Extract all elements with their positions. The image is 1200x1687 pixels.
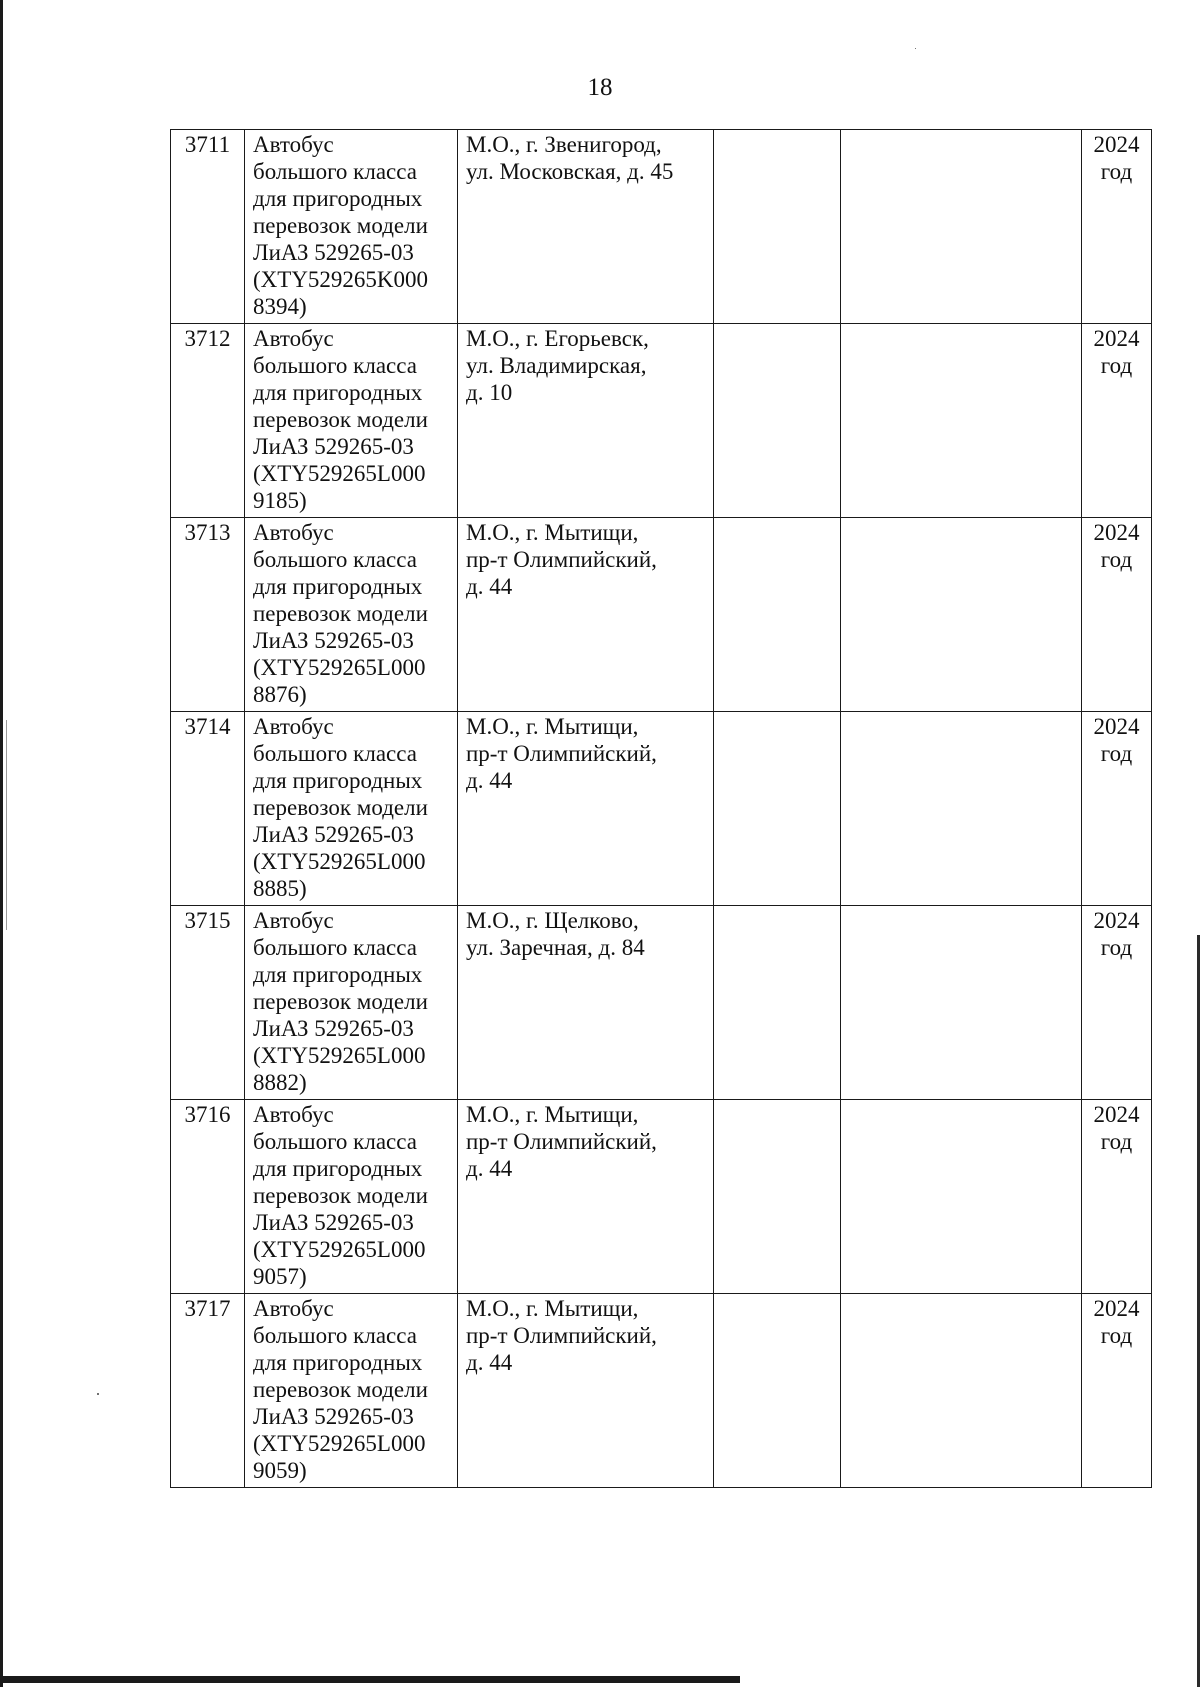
year-line: год [1100,1323,1133,1348]
address-line: ул. Заречная, д. 84 [466,935,645,960]
address-line: ул. Московская, д. 45 [466,159,674,184]
vehicle-description-line: ЛиАЗ 529265-03 [253,822,414,847]
vehicle-description-line: Автобус [253,908,334,933]
empty-column-4-cell [714,1294,841,1488]
vehicle-description-line: 8882) [253,1070,307,1095]
vehicle-description-line: для пригородных [253,1350,423,1375]
vehicle-description-line: 8394) [253,294,307,319]
vehicle-description-line: перевозок модели [253,407,428,432]
vehicle-description-line: ЛиАЗ 529265-03 [253,240,414,265]
vehicle-description-line: (XTY529265L000 [253,849,426,874]
vehicle-description-line: 9059) [253,1458,307,1483]
vehicle-description-line: большого класса [253,353,417,378]
vehicle-description-line: перевозок модели [253,1377,428,1402]
address-line: М.О., г. Мытищи, [466,520,639,545]
vehicle-description-cell [245,518,458,712]
vehicle-description-line: (XTY529265L000 [253,1043,426,1068]
year-line: год [1100,547,1133,572]
vehicle-description-line: ЛиАЗ 529265-03 [253,1404,414,1429]
address-line: д. 10 [466,380,513,405]
vehicle-description-line: 8876) [253,682,307,707]
vehicle-description-line: Автобус [253,1102,334,1127]
empty-column-5-cell [841,712,1082,906]
year-cell [1082,324,1152,518]
address-line: пр-т Олимпийский, [466,1323,657,1348]
empty-column-5-cell [841,906,1082,1100]
address-cell [458,518,714,712]
address-cell [458,906,714,1100]
address-line: М.О., г. Звенигород, [466,132,662,157]
table-row [171,518,1152,712]
vehicle-description-line: большого класса [253,935,417,960]
address-cell [458,1294,714,1488]
address-line: пр-т Олимпийский, [466,741,657,766]
vehicle-description-cell [245,1100,458,1294]
address-line: д. 44 [466,1350,513,1375]
vehicle-description-line: большого класса [253,547,417,572]
empty-column-4-cell [714,906,841,1100]
page-number: 18 [587,74,613,101]
vehicle-description-line: Автобус [253,1296,334,1321]
empty-column-4-cell [714,518,841,712]
empty-column-4-cell [714,324,841,518]
vehicle-description-line: перевозок модели [253,213,428,238]
empty-column-4-cell [714,1100,841,1294]
vehicle-description-line: большого класса [253,741,417,766]
empty-column-5-cell [841,1100,1082,1294]
year-cell [1082,712,1152,906]
address-line: ул. Владимирская, [466,353,647,378]
vehicle-description-cell [245,324,458,518]
table-row [171,1294,1152,1488]
year-line: год [1100,159,1133,184]
year-cell [1082,130,1152,324]
vehicle-description-line: для пригородных [253,768,423,793]
row-number-cell: 3711 [171,130,245,324]
vehicle-description-line: перевозок модели [253,601,428,626]
scan-speck [97,1393,99,1395]
vehicle-description-line: перевозок модели [253,1183,428,1208]
address-line: д. 44 [466,1156,513,1181]
registry-table [170,129,1152,1488]
year-cell [1082,518,1152,712]
year-line: год [1100,1129,1133,1154]
vehicle-description-line: для пригородных [253,186,423,211]
year-line: 2024 [1093,326,1140,351]
registry-table-body [171,130,1152,1488]
vehicle-description-line: (XTY529265L000 [253,1431,426,1456]
address-cell [458,1100,714,1294]
vehicle-description-line: ЛиАЗ 529265-03 [253,434,414,459]
vehicle-description-line: перевозок модели [253,795,428,820]
year-line: 2024 [1093,714,1140,739]
vehicle-description-line: 9057) [253,1264,307,1289]
row-number-cell: 3717 [171,1294,245,1488]
vehicle-description-line: для пригородных [253,962,423,987]
empty-column-5-cell [841,324,1082,518]
address-line: М.О., г. Мытищи, [466,714,639,739]
year-cell [1082,1100,1152,1294]
vehicle-description-line: для пригородных [253,380,423,405]
address-line: д. 44 [466,574,513,599]
year-line: 2024 [1093,132,1140,157]
empty-column-5-cell [841,1294,1082,1488]
row-number-cell: 3712 [171,324,245,518]
scan-edge-left-faint [6,720,7,930]
row-number-cell: 3715 [171,906,245,1100]
address-line: М.О., г. Мытищи, [466,1102,639,1127]
year-line: 2024 [1093,520,1140,545]
address-cell [458,130,714,324]
vehicle-description-line: Автобус [253,520,334,545]
vehicle-description-line: (XTY529265L000 [253,1237,426,1262]
table-row [171,1100,1152,1294]
vehicle-description-line: большого класса [253,1323,417,1348]
year-line: год [1100,741,1133,766]
empty-column-4-cell [714,712,841,906]
vehicle-description-line: Автобус [253,714,334,739]
address-line: М.О., г. Мытищи, [466,1296,639,1321]
vehicle-description-line: 8885) [253,876,307,901]
vehicle-description-line: большого класса [253,1129,417,1154]
year-line: 2024 [1093,1102,1140,1127]
table-row [171,712,1152,906]
vehicle-description-line: (XTY529265K000 [253,267,429,292]
row-number-cell: 3713 [171,518,245,712]
scan-edge-bottom [0,1676,740,1683]
vehicle-description-line: 9185) [253,488,307,513]
year-cell [1082,906,1152,1100]
vehicle-description-cell [245,906,458,1100]
year-line: 2024 [1093,908,1140,933]
scan-edge-left [0,0,3,1687]
empty-column-4-cell [714,130,841,324]
year-cell [1082,1294,1152,1488]
vehicle-description-line: для пригородных [253,1156,423,1181]
table-row [171,130,1152,324]
vehicle-description-cell [245,1294,458,1488]
row-number-cell: 3714 [171,712,245,906]
row-number-cell: 3716 [171,1100,245,1294]
address-line: пр-т Олимпийский, [466,547,657,572]
vehicle-description-cell [245,130,458,324]
scan-speck [915,48,916,49]
table-row [171,906,1152,1100]
address-line: пр-т Олимпийский, [466,1129,657,1154]
vehicle-description-line: для пригородных [253,574,423,599]
address-line: д. 44 [466,768,513,793]
vehicle-description-line: большого класса [253,159,417,184]
address-cell [458,324,714,518]
vehicle-description-line: ЛиАЗ 529265-03 [253,1210,414,1235]
address-line: М.О., г. Егорьевск, [466,326,649,351]
address-line: М.О., г. Щелково, [466,908,639,933]
table-row [171,324,1152,518]
address-cell [458,712,714,906]
year-line: год [1100,353,1133,378]
vehicle-description-line: Автобус [253,326,334,351]
year-line: 2024 [1093,1296,1140,1321]
vehicle-description-cell [245,712,458,906]
year-line: год [1100,935,1133,960]
vehicle-description-line: Автобус [253,132,334,157]
vehicle-description-line: (XTY529265L000 [253,461,426,486]
vehicle-description-line: ЛиАЗ 529265-03 [253,1016,414,1041]
empty-column-5-cell [841,130,1082,324]
vehicle-description-line: (XTY529265L000 [253,655,426,680]
empty-column-5-cell [841,518,1082,712]
vehicle-description-line: перевозок модели [253,989,428,1014]
vehicle-description-line: ЛиАЗ 529265-03 [253,628,414,653]
